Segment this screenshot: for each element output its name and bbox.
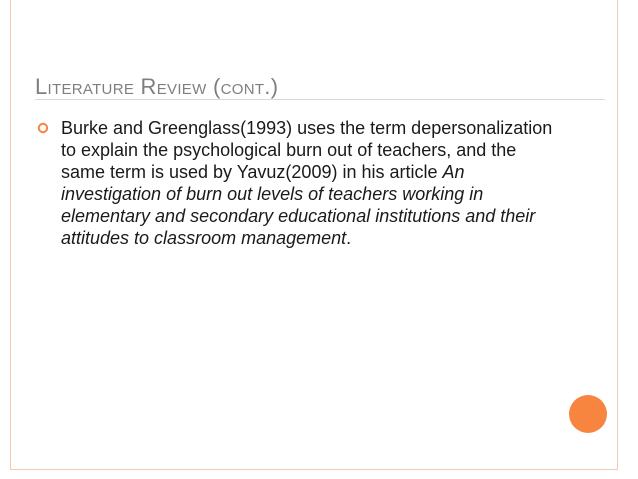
- slide-title: Literature Review (cont.): [35, 74, 279, 99]
- decorative-circle: [569, 395, 607, 433]
- bullet-text-end: .: [346, 228, 352, 248]
- bullet-list: [35, 117, 555, 249]
- bullet-text: Burke and Greenglass(1993) uses the term depersonalization to explain the psychological burn out of teachers, and the same term is used by Yavuz(2009) in his article: [61, 118, 553, 182]
- title-divider: [35, 99, 605, 100]
- article-title: An investigation of burn out levels of teachers working in elementary and secondary educational institutions and their attitudes to classroom management: [61, 162, 536, 248]
- bullet-item: [35, 117, 555, 249]
- ring-bullet-icon: [37, 122, 49, 134]
